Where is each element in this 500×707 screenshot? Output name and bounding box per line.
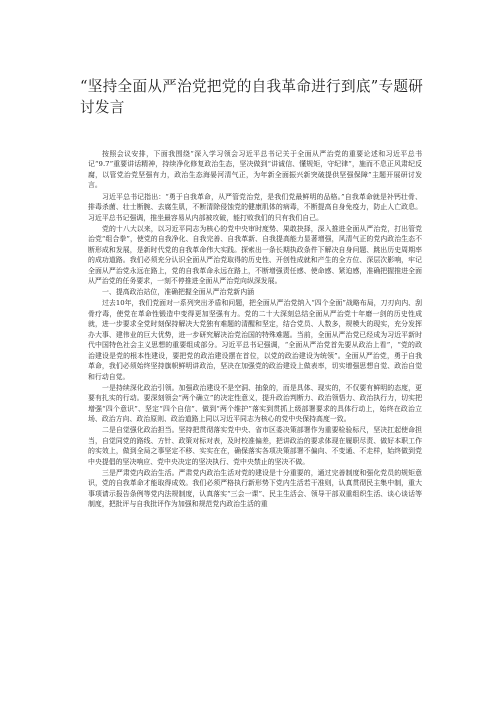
paragraph-point-2: 二是自觉强化政治担当。坚持把贯彻落实党中央、省市区委决策部署作为重要检验标尺，坚决扛起使命担当，自觉同党的路线、方针、政策对标对表，及时校准偏差，把讲政治的要求体现在履职尽责、做好本职工作的实效上，做到全局之事坚定不移、实实在在，确保落实各项决策部署不偏向、不变通、不走样，始终做到党中央提倡的坚决响应、党中央决定的坚决执行、党中央禁止的坚决不做。 xyxy=(88,426,422,466)
section-heading-1: 一、提高政治站位，准确把握全面从严治党新内涵 xyxy=(102,288,255,297)
paragraph-point-3: 三是严肃党内政治生活。严肃党内政治生活对党的建设是十分重要的，通过完善制度和强化党员的规矩意识，党的自我革命才能取得成效。我们必须严格执行新形势下党内生活若干准则，认真贯彻民主集中制，重大事项请示报告条例等党内法规制度，认真落实“三会一课”、民主生活会、领导干部双重组织生活、谈心谈话等制度，把批评与自我批评作为加强和规范党内政治生活的重 xyxy=(88,468,422,509)
document-title: “坚持全面从严治党把党的自我革命进行到底”专题研讨发言 xyxy=(80,78,424,116)
paragraph-background: 党的十八大以来，以习近平同志为核心的党中央审时度势、果敢抉择，深入推进全面从严治党，打出管党治党“组合拳”，使党的自我净化、自我完善、自我革新、自我提高能力显著增强，风清气正的党内政治生态不断形成和发展，是新时代党的自我革命伟大实践。探索出一条长期执政条件下解决自身问题、跳出历史周期率的成功道路。我们必须充分认识全面从严治党取得的历史性、开创性成就和产生的全方位、深层次影响，牢记全面从严治党永远在路上，党的自我革命永远在路上，不断增强责任感、使命感、紧迫感，准确把握推进全面从严治党的任务要求，一刻不停推进全面从严治党向纵深发展。 xyxy=(88,224,422,285)
paragraph-intro: 按照会议安排，下面我围绕“深入学习领会习近平总书记关于全面从严治党的重要论述和习近平总书记“9.7”重要讲话精神，持续净化修复政治生态，坚决做到“讲诚信、懂规矩，守纪律”，施而不息正风肃纪反腐，以管党治党坚强有力，政治生态海晏河清气正，为年新全面振兴新突破提供坚强保障”主题开展研讨发言。 xyxy=(88,150,422,190)
paragraph-quote: 习近平总书记指出：“勇于自我革命，从严管党治党，是我们党最鲜明的品格。”自我革命就是补钙壮骨、排毒杀菌、壮士断腕、去腐生肌，不断清除侵蚀党的健康肌体的病毒，不断提高自身免疫力，防止人亡政息。习近平总书记强调，推坐最容易从内部被攻破，能打败我们的只有我们自己。 xyxy=(88,192,422,222)
document-body xyxy=(88,149,422,510)
paragraph-point-1: 一是持续深化政治引领。加强政治建设不是空洞、抽象的，而是具体、现实的，不仅要有鲜明的态度，更要有扎实的行动。要深刻领会“两个确立”的决定性意义，提升政治判断力、政治领悟力、政治执行力，切实把增强“四个意识”、坚定“四个自信”、做到“两个维护”落实到贯抓上级部署要求的具体行动上，始终在政治立场、政治方向、政治原则、政治道路上同以习近平同志为核心的党中央保持高度一致。 xyxy=(88,383,422,424)
paragraph-section-1: 过去10年，我们党面对一系列突出矛盾和问题，把全面从严治党纳入“四个全面”战略布局，刀刃向内、刮骨疗毒，使党在革命性锻造中变得更加坚强有力。党的二十大深刻总结全面从严治党十年磨一剑的历史性成就，进一步要求全党时刻保持解决大党独有难题的清醒和坚定，结合党员、人数多，规模大的现实，充分发挥办大事、建伟业的巨大优势，进一步研究解决治党治国的特殊难题。当前，全面从严治党已经成为习近平新时代中国特色社会主义思想的重要组成部分。习近平总书记强调，“全面从严治党首先要从政治上看”，“党的政治建设是党的根本性建设，要把党的政治建设摆在首位，以党的政治建设为统领”。全面从严治党，勇于自我革命，我们必须始终坚持旗帜鲜明讲政治，坚决在加强党的政治建设上做表率，切实增强思想自觉、政治自觉和行动自觉。 xyxy=(88,299,422,381)
